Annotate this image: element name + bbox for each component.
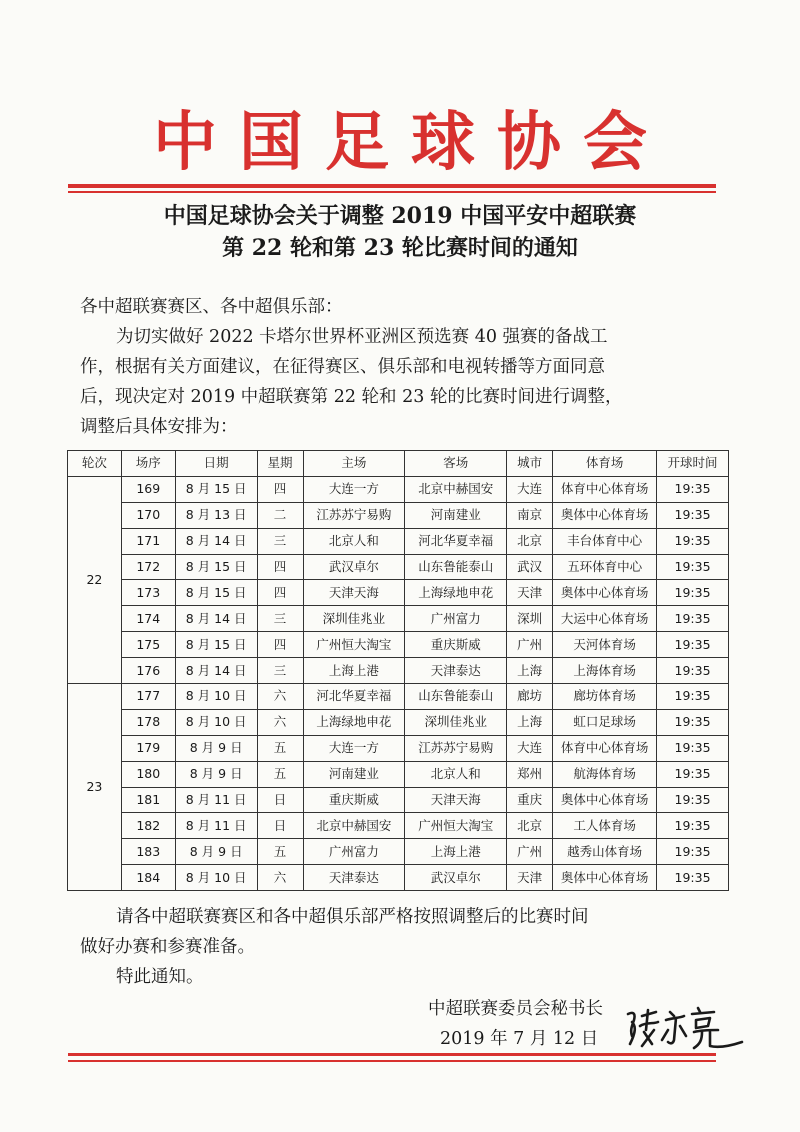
kickoff-cell: 19:35 [657,606,729,632]
table-row [68,813,729,839]
closing-line: 请各中超联赛赛区和各中超俱乐部严格按照调整后的比赛时间 [116,907,589,927]
table-row [68,606,729,632]
away-team-cell: 江苏苏宁易购 [405,735,507,761]
home-team-cell: 天津泰达 [303,865,405,891]
footer-red-rule [68,1053,716,1056]
home-team-cell: 广州富力 [303,839,405,865]
kickoff-cell: 19:35 [657,761,729,787]
footer-red-rule-thin [68,1060,716,1062]
away-team-cell: 天津天海 [405,787,507,813]
date-cell: 8 月 14 日 [175,606,257,632]
away-team-cell: 天津泰达 [405,658,507,684]
home-team-cell: 天津天海 [303,580,405,606]
letterhead-title: 中国足球协会 [153,105,669,180]
kickoff-cell: 19:35 [657,502,729,528]
city-cell: 天津 [507,580,553,606]
date-cell: 8 月 11 日 [175,813,257,839]
body-line: 后，现决定对 2019 中超联赛第 22 轮和 23 轮的比赛时间进行调整， [80,387,623,407]
date-cell: 8 月 9 日 [175,735,257,761]
date-cell: 8 月 9 日 [175,839,257,865]
kickoff-cell: 19:35 [657,658,729,684]
notice-title-line-2: 第 22 轮和第 23 轮比赛时间的通知 [222,235,578,261]
home-team-cell: 大连一方 [303,735,405,761]
weekday-cell: 四 [257,632,303,658]
table-row [68,709,729,735]
away-team-cell: 山东鲁能泰山 [405,684,507,710]
match-no-cell: 180 [121,761,175,787]
body-line: 调整后具体安排为： [80,417,238,437]
away-team-cell: 重庆斯威 [405,632,507,658]
city-cell: 重庆 [507,787,553,813]
away-team-cell: 河北华夏幸福 [405,528,507,554]
match-no-cell: 184 [121,865,175,891]
weekday-cell: 二 [257,502,303,528]
kickoff-cell: 19:35 [657,709,729,735]
away-team-cell: 上海绿地申花 [405,580,507,606]
weekday-cell: 五 [257,735,303,761]
match-no-cell: 174 [121,606,175,632]
weekday-cell: 日 [257,813,303,839]
header-match-no: 场序 [121,451,175,477]
weekday-cell: 三 [257,606,303,632]
kickoff-cell: 19:35 [657,839,729,865]
table-row [68,580,729,606]
home-team-cell: 河北华夏幸福 [303,684,405,710]
away-team-cell: 河南建业 [405,502,507,528]
table-row [68,865,729,891]
notice-title-line-1: 中国足球协会关于调整 2019 中国平安中超联赛 [163,203,637,229]
notice-body [80,322,728,442]
city-cell: 南京 [507,502,553,528]
signer-title: 中超联赛委员会秘书长 [428,999,603,1019]
body-line: 为切实做好 2022 卡塔尔世界杯亚洲区预选赛 40 强赛的备战工 [116,327,608,347]
round-cell: 23 [68,684,122,891]
city-cell: 郑州 [507,761,553,787]
city-cell: 深圳 [507,606,553,632]
home-team-cell: 重庆斯威 [303,787,405,813]
match-no-cell: 170 [121,502,175,528]
city-cell: 广州 [507,839,553,865]
away-team-cell: 深圳佳兆业 [405,709,507,735]
stadium-cell: 大运中心体育场 [553,606,657,632]
stadium-cell: 奥体中心体育场 [553,787,657,813]
letterhead-red-rule [68,184,716,188]
kickoff-cell: 19:35 [657,554,729,580]
table-header-row [68,451,729,477]
date-cell: 8 月 15 日 [175,476,257,502]
closing-text [80,902,728,992]
match-no-cell: 175 [121,632,175,658]
sign-date: 2019 年 7 月 12 日 [440,1029,599,1049]
schedule-table [67,450,729,891]
home-team-cell: 武汉卓尔 [303,554,405,580]
stadium-cell: 工人体育场 [553,813,657,839]
home-team-cell: 广州恒大淘宝 [303,632,405,658]
stadium-cell: 上海体育场 [553,658,657,684]
weekday-cell: 四 [257,554,303,580]
match-no-cell: 176 [121,658,175,684]
stadium-cell: 体育中心体育场 [553,476,657,502]
weekday-cell: 六 [257,709,303,735]
away-team-cell: 广州恒大淘宝 [405,813,507,839]
match-no-cell: 179 [121,735,175,761]
header-round: 轮次 [68,451,122,477]
closing-line: 做好办赛和参赛准备。 [80,937,255,957]
home-team-cell: 北京中赫国安 [303,813,405,839]
away-team-cell: 北京中赫国安 [405,476,507,502]
header-kickoff: 开球时间 [657,451,729,477]
home-team-cell: 江苏苏宁易购 [303,502,405,528]
match-no-cell: 173 [121,580,175,606]
home-team-cell: 上海上港 [303,658,405,684]
date-cell: 8 月 15 日 [175,554,257,580]
date-cell: 8 月 11 日 [175,787,257,813]
table-row [68,787,729,813]
kickoff-cell: 19:35 [657,476,729,502]
stadium-cell: 奥体中心体育场 [553,865,657,891]
header-stadium: 体育场 [553,451,657,477]
table-row [68,684,729,710]
header-away: 客场 [405,451,507,477]
table-row [68,502,729,528]
stadium-cell: 奥体中心体育场 [553,580,657,606]
away-team-cell: 山东鲁能泰山 [405,554,507,580]
stadium-cell: 天河体育场 [553,632,657,658]
date-cell: 8 月 10 日 [175,865,257,891]
date-cell: 8 月 10 日 [175,684,257,710]
weekday-cell: 五 [257,761,303,787]
date-cell: 8 月 13 日 [175,502,257,528]
city-cell: 北京 [507,528,553,554]
stadium-cell: 航海体育场 [553,761,657,787]
header-home: 主场 [303,451,405,477]
date-cell: 8 月 14 日 [175,658,257,684]
away-team-cell: 上海上港 [405,839,507,865]
kickoff-cell: 19:35 [657,813,729,839]
stadium-cell: 丰台体育中心 [553,528,657,554]
table-row [68,528,729,554]
schedule-body [68,476,729,890]
kickoff-cell: 19:35 [657,580,729,606]
stadium-cell: 奥体中心体育场 [553,502,657,528]
weekday-cell: 六 [257,865,303,891]
match-no-cell: 172 [121,554,175,580]
city-cell: 上海 [507,709,553,735]
city-cell: 上海 [507,658,553,684]
match-no-cell: 177 [121,684,175,710]
weekday-cell: 六 [257,684,303,710]
away-team-cell: 广州富力 [405,606,507,632]
table-row [68,476,729,502]
city-cell: 广州 [507,632,553,658]
kickoff-cell: 19:35 [657,528,729,554]
match-no-cell: 171 [121,528,175,554]
round-cell: 22 [68,476,122,683]
away-team-cell: 北京人和 [405,761,507,787]
weekday-cell: 四 [257,580,303,606]
home-team-cell: 河南建业 [303,761,405,787]
date-cell: 8 月 15 日 [175,632,257,658]
salutation: 各中超联赛赛区、各中超俱乐部： [80,297,343,317]
kickoff-cell: 19:35 [657,865,729,891]
match-no-cell: 169 [121,476,175,502]
handwritten-signature [622,1000,752,1060]
match-no-cell: 178 [121,709,175,735]
date-cell: 8 月 15 日 [175,580,257,606]
weekday-cell: 四 [257,476,303,502]
city-cell: 大连 [507,476,553,502]
stadium-cell: 体育中心体育场 [553,735,657,761]
letterhead-red-rule-thin [68,191,716,193]
weekday-cell: 三 [257,658,303,684]
kickoff-cell: 19:35 [657,684,729,710]
stadium-cell: 越秀山体育场 [553,839,657,865]
city-cell: 大连 [507,735,553,761]
table-row [68,735,729,761]
home-team-cell: 上海绿地申花 [303,709,405,735]
closing-line: 特此通知。 [116,967,204,987]
weekday-cell: 日 [257,787,303,813]
header-date: 日期 [175,451,257,477]
header-city: 城市 [507,451,553,477]
kickoff-cell: 19:35 [657,735,729,761]
match-no-cell: 182 [121,813,175,839]
city-cell: 北京 [507,813,553,839]
away-team-cell: 武汉卓尔 [405,865,507,891]
home-team-cell: 大连一方 [303,476,405,502]
date-cell: 8 月 10 日 [175,709,257,735]
table-row [68,658,729,684]
kickoff-cell: 19:35 [657,787,729,813]
match-no-cell: 183 [121,839,175,865]
weekday-cell: 五 [257,839,303,865]
stadium-cell: 五环体育中心 [553,554,657,580]
stadium-cell: 虹口足球场 [553,709,657,735]
table-row [68,761,729,787]
table-row [68,839,729,865]
city-cell: 天津 [507,865,553,891]
city-cell: 武汉 [507,554,553,580]
kickoff-cell: 19:35 [657,632,729,658]
table-row [68,632,729,658]
date-cell: 8 月 9 日 [175,761,257,787]
date-cell: 8 月 14 日 [175,528,257,554]
home-team-cell: 深圳佳兆业 [303,606,405,632]
table-row [68,554,729,580]
header-weekday: 星期 [257,451,303,477]
home-team-cell: 北京人和 [303,528,405,554]
body-line: 作，根据有关方面建议，在征得赛区、俱乐部和电视转播等方面同意 [80,357,605,377]
city-cell: 廊坊 [507,684,553,710]
match-no-cell: 181 [121,787,175,813]
stadium-cell: 廊坊体育场 [553,684,657,710]
weekday-cell: 三 [257,528,303,554]
